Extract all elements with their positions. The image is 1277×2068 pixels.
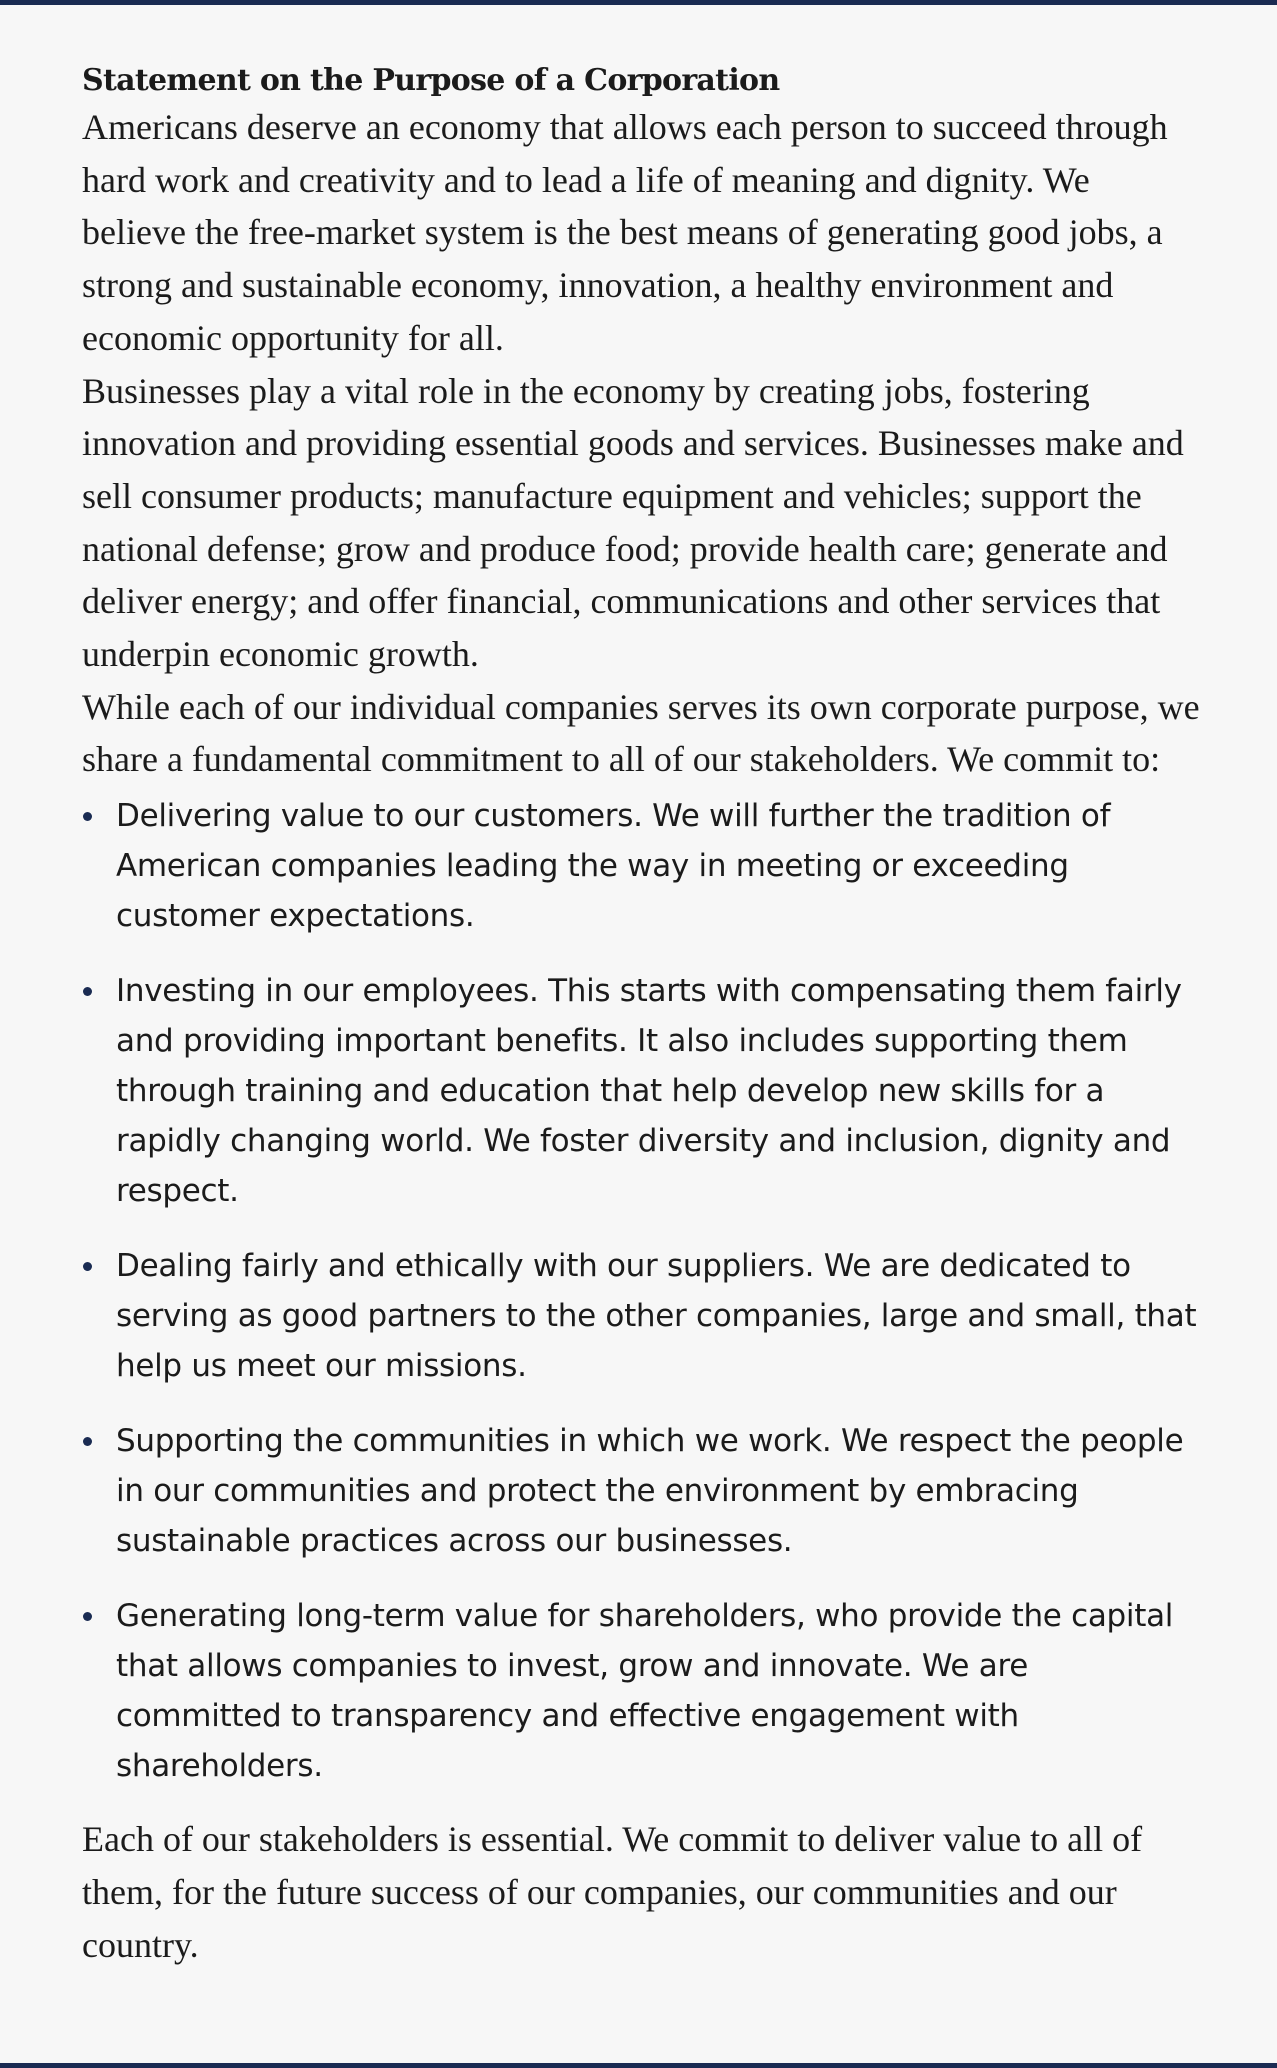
bullet-icon xyxy=(83,812,92,821)
commitment-item-customers xyxy=(82,791,1202,941)
commitment-item-shareholders xyxy=(82,1591,1202,1791)
bullet-icon xyxy=(83,987,92,996)
commitments-list xyxy=(82,791,1202,1791)
commitment-intro-paragraph: While each of our individual companies serves its own corporate purpose, we share a fundamental commitment to all of our stakeholders. We commit to: xyxy=(82,686,1200,780)
bullet-icon xyxy=(83,1612,92,1621)
commitment-item-employees xyxy=(82,966,1202,1216)
businesses-paragraph: Businesses play a vital role in the economy by creating jobs, fostering innovation and providing essential goods and services. Businesses make and sell consumer products; manufacture equipment and vehicles; support the national defense; grow and produce food; provide health care; generate and deliver energy; and offer financial, communications and other services that underpin economic growth. xyxy=(82,370,1184,675)
statement-content xyxy=(82,61,1202,1971)
closing-paragraph: Each of our stakeholders is essential. We commit to deliver value to all of them, for the future success of our companies, our communities and our country. xyxy=(82,1819,1143,1965)
bullet-icon xyxy=(83,1262,92,1271)
commitment-text: Dealing fairly and ethically with our suppliers. We are dedicated to serving as good partners to the other companies, large and small, that help us meet our missions. xyxy=(116,1248,1197,1385)
commitment-text: Investing in our employees. This starts with compensating them fairly and providing important benefits. It also includes supporting them through training and education that help develop new skills for a rapidly changing world. We foster diversity and inclusion, dignity and respect. xyxy=(116,973,1182,1210)
commitment-item-communities xyxy=(82,1416,1202,1566)
commitment-item-suppliers xyxy=(82,1241,1202,1391)
statement-title: Statement on the Purpose of a Corporation xyxy=(82,63,780,98)
commitment-text: Generating long-term value for shareholders, who provide the capital that allows companies to invest, grow and innovate. We are committed to transparency and effective engagement with shareholders. xyxy=(116,1598,1174,1785)
commitment-text: Supporting the communities in which we work. We respect the people in our communities and protect the environment by embracing sustainable practices across our businesses. xyxy=(116,1423,1184,1560)
bullet-icon xyxy=(83,1437,92,1446)
commitment-text: Delivering value to our customers. We will further the tradition of American companies leading the way in meeting or exceeding customer expectations. xyxy=(116,798,1111,935)
intro-paragraph: Americans deserve an economy that allows each person to succeed through hard work and creativity and to lead a life of meaning and dignity. We believe the free-market system is the best means of generating good jobs, a strong and sustainable economy, innovation, a healthy environment and economic opportunity for all. xyxy=(82,107,1168,358)
